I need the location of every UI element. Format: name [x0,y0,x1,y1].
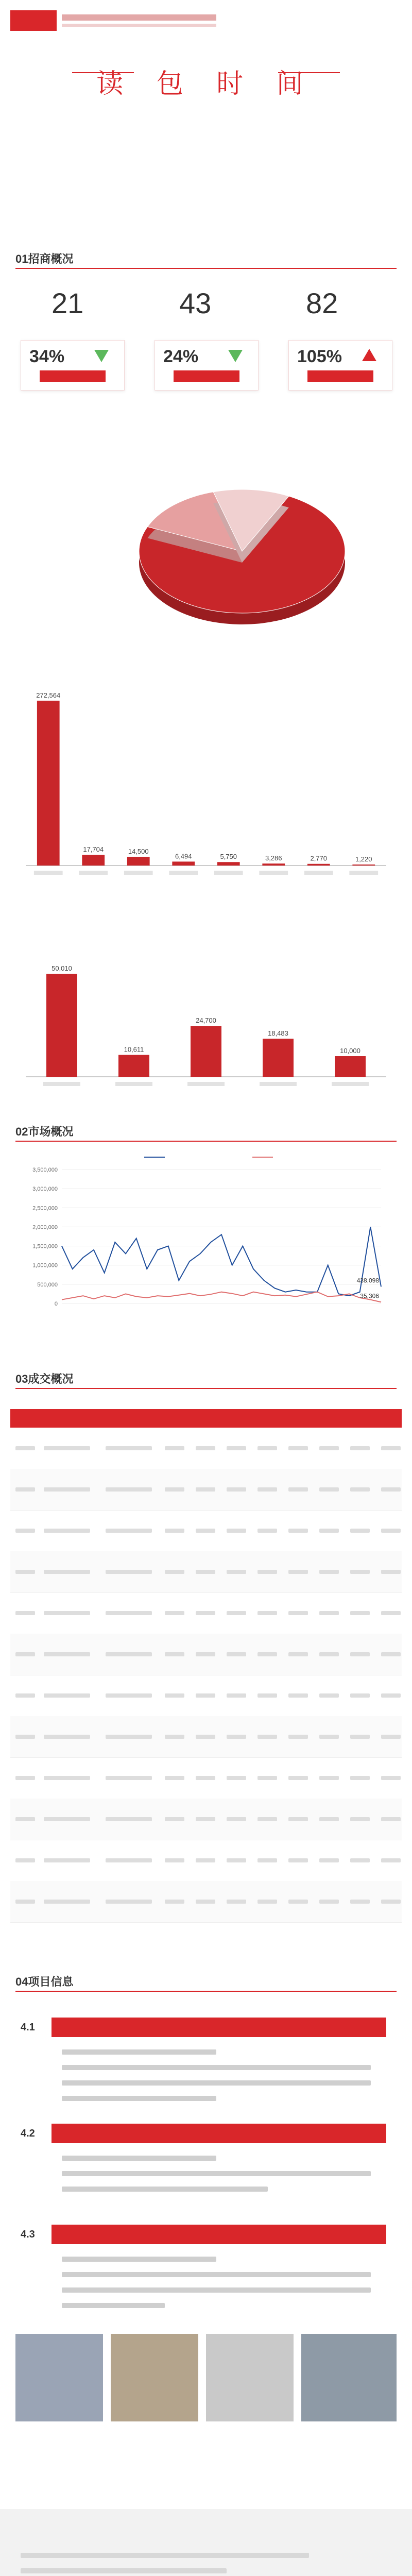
y-tick-label-3: 2,500,000 [32,1205,58,1212]
percent-card-3 [288,340,392,391]
table-cell [165,1487,184,1492]
arrow-down-icon [228,350,243,362]
bar-value-label-5: 5,750 [220,853,237,861]
bar-chart-2-caption [15,938,397,958]
table-cell [165,1693,184,1698]
footer-note-1 [21,2553,309,2558]
bar-1 [37,701,60,866]
table-row [10,1469,402,1511]
category-label-7 [304,871,333,875]
table-cell [196,1529,215,1533]
table-row [10,1757,402,1799]
table-cell [15,1817,35,1821]
category-label-1 [43,1082,80,1086]
table-cell [165,1570,184,1574]
project-photo-1 [15,2334,103,2421]
table-cell [165,1900,184,1904]
project-2-line-3 [62,2187,268,2192]
line-chart [15,1149,397,1334]
table-cell [44,1487,90,1492]
stat-count-1: 21 [52,287,84,319]
table-cell [15,1735,35,1739]
table-cell [196,1858,215,1862]
bar-3 [127,857,150,866]
pie-chart [15,443,397,659]
table-cell [196,1693,215,1698]
bar-value-label-2: 10,611 [124,1045,144,1054]
table-cell [44,1446,90,1450]
y-tick-label-1: 3,500,000 [32,1167,58,1173]
percent-card-1 [21,340,125,391]
bar-value-label-7: 2,770 [310,854,328,862]
y-tick-label-8: 0 [54,1301,58,1307]
table-cell [227,1858,246,1862]
table-cell [44,1858,90,1862]
bar-value-label-6: 3,286 [265,854,282,862]
percent-value-3: 105% [297,347,342,366]
table-cell [106,1446,152,1450]
table-cell [258,1776,277,1780]
table-cell [350,1529,370,1533]
table-cell [227,1693,246,1698]
table-cell [227,1735,246,1739]
table-cell [165,1817,184,1821]
table-row [10,1551,402,1593]
table-cell [15,1611,35,1615]
table-cell [258,1652,277,1656]
arrow-down-icon [94,350,109,362]
table-cell [106,1570,152,1574]
table-cell [288,1735,308,1739]
project-number-3: 4.3 [21,2229,35,2240]
table-cell [227,1652,246,1656]
series-line-2 [62,1292,381,1302]
table-cell [44,1611,90,1615]
project-1-line-3 [62,2080,371,2086]
table-cell [381,1817,401,1821]
table-cell [350,1817,370,1821]
table-cell [319,1529,339,1533]
table-cell [350,1900,370,1904]
table-cell [288,1776,308,1780]
table-cell [258,1487,277,1492]
footer-note-2 [21,2568,227,2573]
table-cell [350,1776,370,1780]
section-title-1: 01招商概况 [15,252,74,265]
table-cell [381,1446,401,1450]
table-cell [106,1693,152,1698]
category-label-2 [79,871,108,875]
table-row [10,1881,402,1923]
table-cell [319,1900,339,1904]
project-3-line-3 [62,2287,371,2293]
table-cell [165,1858,184,1862]
table-cell [258,1529,277,1533]
bar-value-label-2: 17,704 [83,845,104,854]
table-cell [288,1693,308,1698]
table-cell [350,1735,370,1739]
bar-value-label-4: 18,483 [268,1029,288,1038]
table-cell [44,1570,90,1574]
bar-chart-1-caption [15,665,397,685]
project-3-line-2 [62,2272,371,2277]
stat-count-3: 82 [306,287,338,319]
category-label-5 [214,871,243,875]
percent-card-2 [154,340,259,391]
table-cell [15,1529,35,1533]
table-cell [44,1652,90,1656]
table-header [10,1409,402,1428]
stat-count-2: 43 [179,287,212,319]
table-cell [350,1487,370,1492]
table-cell [381,1858,401,1862]
table-cell [15,1487,35,1492]
bar-6 [262,863,285,866]
table-cell [258,1446,277,1450]
section-rule-4 [15,1991,397,1992]
table-cell [258,1817,277,1821]
table-cell [288,1487,308,1492]
table-cell [258,1693,277,1698]
table-cell [106,1611,152,1615]
bar-value-label-5: 10,000 [340,1047,360,1055]
section-title-2: 02市场概况 [15,1125,74,1138]
bar-chart-1 [15,685,397,886]
section-rule-1 [15,268,397,269]
table-cell [227,1900,246,1904]
bar-8 [352,865,375,866]
table-cell [44,1776,90,1780]
table-cell [319,1858,339,1862]
table-cell [319,1446,339,1450]
table-cell [288,1570,308,1574]
bar-value-label-4: 6,494 [175,852,192,860]
project-2-line-2 [62,2171,371,2176]
table-cell [258,1611,277,1615]
table-cell [381,1529,401,1533]
percent-value-2: 24% [163,347,199,366]
percent-label-bar-2 [174,370,239,382]
table-cell [227,1817,246,1821]
percent-label-bar-3 [307,370,373,382]
y-tick-label-2: 3,000,000 [32,1186,58,1193]
section-title-3: 03成交概况 [15,1372,74,1385]
table-cell [196,1611,215,1615]
table-cell [106,1817,152,1821]
table-cell [381,1570,401,1574]
table-row [10,1799,402,1840]
table-cell [15,1570,35,1574]
footer [0,2509,412,2576]
category-label-3 [187,1082,225,1086]
category-label-1 [34,871,63,875]
brand-logo [10,10,57,31]
page-title: 读 包 时 间 [96,69,316,99]
section-rule-3 [15,1388,397,1389]
table-cell [258,1858,277,1862]
table-cell [319,1693,339,1698]
table-cell [106,1776,152,1780]
project-number-1: 4.1 [21,2022,35,2033]
table-cell [15,1900,35,1904]
table-cell [381,1652,401,1656]
table-cell [258,1900,277,1904]
table-cell [350,1570,370,1574]
table-cell [196,1487,215,1492]
project-1-line-4 [62,2096,216,2101]
table-cell [227,1570,246,1574]
table-cell [44,1900,90,1904]
project-number-2: 4.2 [21,2128,35,2139]
project-1-line-1 [62,2049,216,2055]
series-line-1 [62,1227,381,1296]
table-cell [350,1693,370,1698]
table-cell [319,1570,339,1574]
table-row [10,1634,402,1675]
y-tick-label-7: 500,000 [37,1281,58,1288]
table-cell [165,1652,184,1656]
bar-7 [307,864,330,866]
table-cell [44,1817,90,1821]
y-tick-label-6: 1,000,000 [32,1262,58,1269]
category-label-8 [349,871,378,875]
table-cell [196,1446,215,1450]
project-title-bar-1 [52,2018,386,2037]
table-cell [106,1900,152,1904]
bar-3 [191,1026,221,1077]
table-cell [258,1570,277,1574]
table-cell [288,1900,308,1904]
project-3-line-1 [62,2257,216,2262]
bar-4 [263,1039,294,1077]
table-cell [288,1529,308,1533]
project-photo-4 [301,2334,397,2421]
table-cell [106,1652,152,1656]
table-cell [258,1735,277,1739]
project-photo-3 [206,2334,294,2421]
arrow-up-icon [362,349,376,361]
percent-value-1: 34% [29,347,65,366]
table-cell [319,1735,339,1739]
y-tick-label-4: 2,000,000 [32,1224,58,1231]
table-cell [44,1693,90,1698]
org-name-line [62,14,216,21]
bar-5 [217,862,240,866]
section-title-4: 04项目信息 [15,1975,74,1988]
bar-value-label-1: 272,564 [36,691,61,699]
table-cell [165,1529,184,1533]
table-cell [196,1735,215,1739]
table-cell [15,1446,35,1450]
table-row [10,1675,402,1717]
table-row [10,1840,402,1882]
table-cell [196,1776,215,1780]
table-cell [227,1776,246,1780]
table-cell [44,1735,90,1739]
table-cell [288,1611,308,1615]
bar-2 [82,855,105,866]
table-cell [165,1776,184,1780]
table-row [10,1428,402,1469]
table-cell [350,1652,370,1656]
table-cell [319,1652,339,1656]
table-cell [196,1817,215,1821]
category-label-2 [115,1082,152,1086]
series-end-label-1: 438,098 [356,1277,379,1284]
table-cell [288,1652,308,1656]
table-cell [15,1776,35,1780]
category-label-6 [259,871,288,875]
table-cell [350,1611,370,1615]
table-cell [196,1570,215,1574]
table-row [10,1510,402,1552]
table-cell [319,1817,339,1821]
bar-value-label-8: 1,220 [355,855,372,863]
table-cell [288,1446,308,1450]
table-cell [381,1487,401,1492]
table-cell [227,1611,246,1615]
table-cell [288,1817,308,1821]
bar-2 [118,1055,149,1077]
table-cell [381,1611,401,1615]
project-1-line-2 [62,2065,371,2070]
table-cell [165,1735,184,1739]
project-2-line-1 [62,2156,216,2161]
bar-value-label-3: 14,500 [128,847,149,855]
table-cell [165,1611,184,1615]
table-cell [350,1858,370,1862]
bar-chart-2 [15,958,397,1103]
table-cell [15,1652,35,1656]
table-cell [381,1693,401,1698]
table-cell [381,1776,401,1780]
table-cell [44,1529,90,1533]
percent-label-bar-1 [40,370,106,382]
org-name-line-en [62,24,216,27]
table-cell [227,1487,246,1492]
category-label-5 [332,1082,369,1086]
deal-table [10,1428,402,1922]
table-cell [227,1446,246,1450]
table-row [10,1716,402,1758]
category-label-4 [169,871,198,875]
bar-5 [335,1056,366,1077]
table-cell [106,1487,152,1492]
y-tick-label-5: 1,500,000 [32,1243,58,1250]
category-label-4 [260,1082,297,1086]
section-rule-2 [15,1141,397,1142]
project-photo-2 [111,2334,198,2421]
bar-value-label-1: 50,010 [52,964,72,972]
bar-value-label-3: 24,700 [196,1016,216,1025]
table-cell [106,1858,152,1862]
bar-4 [172,861,195,866]
table-cell [165,1446,184,1450]
table-cell [196,1900,215,1904]
table-cell [319,1611,339,1615]
series-end-label-2: 35,306 [360,1292,379,1300]
table-cell [15,1858,35,1862]
table-cell [319,1776,339,1780]
table-cell [381,1735,401,1739]
project-3-line-4 [62,2303,165,2308]
project-title-bar-3 [52,2225,386,2244]
table-cell [319,1487,339,1492]
table-cell [196,1652,215,1656]
category-label-3 [124,871,153,875]
table-cell [288,1858,308,1862]
table-cell [15,1693,35,1698]
project-title-bar-2 [52,2124,386,2143]
bar-1 [46,974,77,1077]
table-cell [381,1900,401,1904]
table-row [10,1592,402,1634]
table-cell [227,1529,246,1533]
table-cell [106,1529,152,1533]
table-cell [106,1735,152,1739]
table-cell [350,1446,370,1450]
